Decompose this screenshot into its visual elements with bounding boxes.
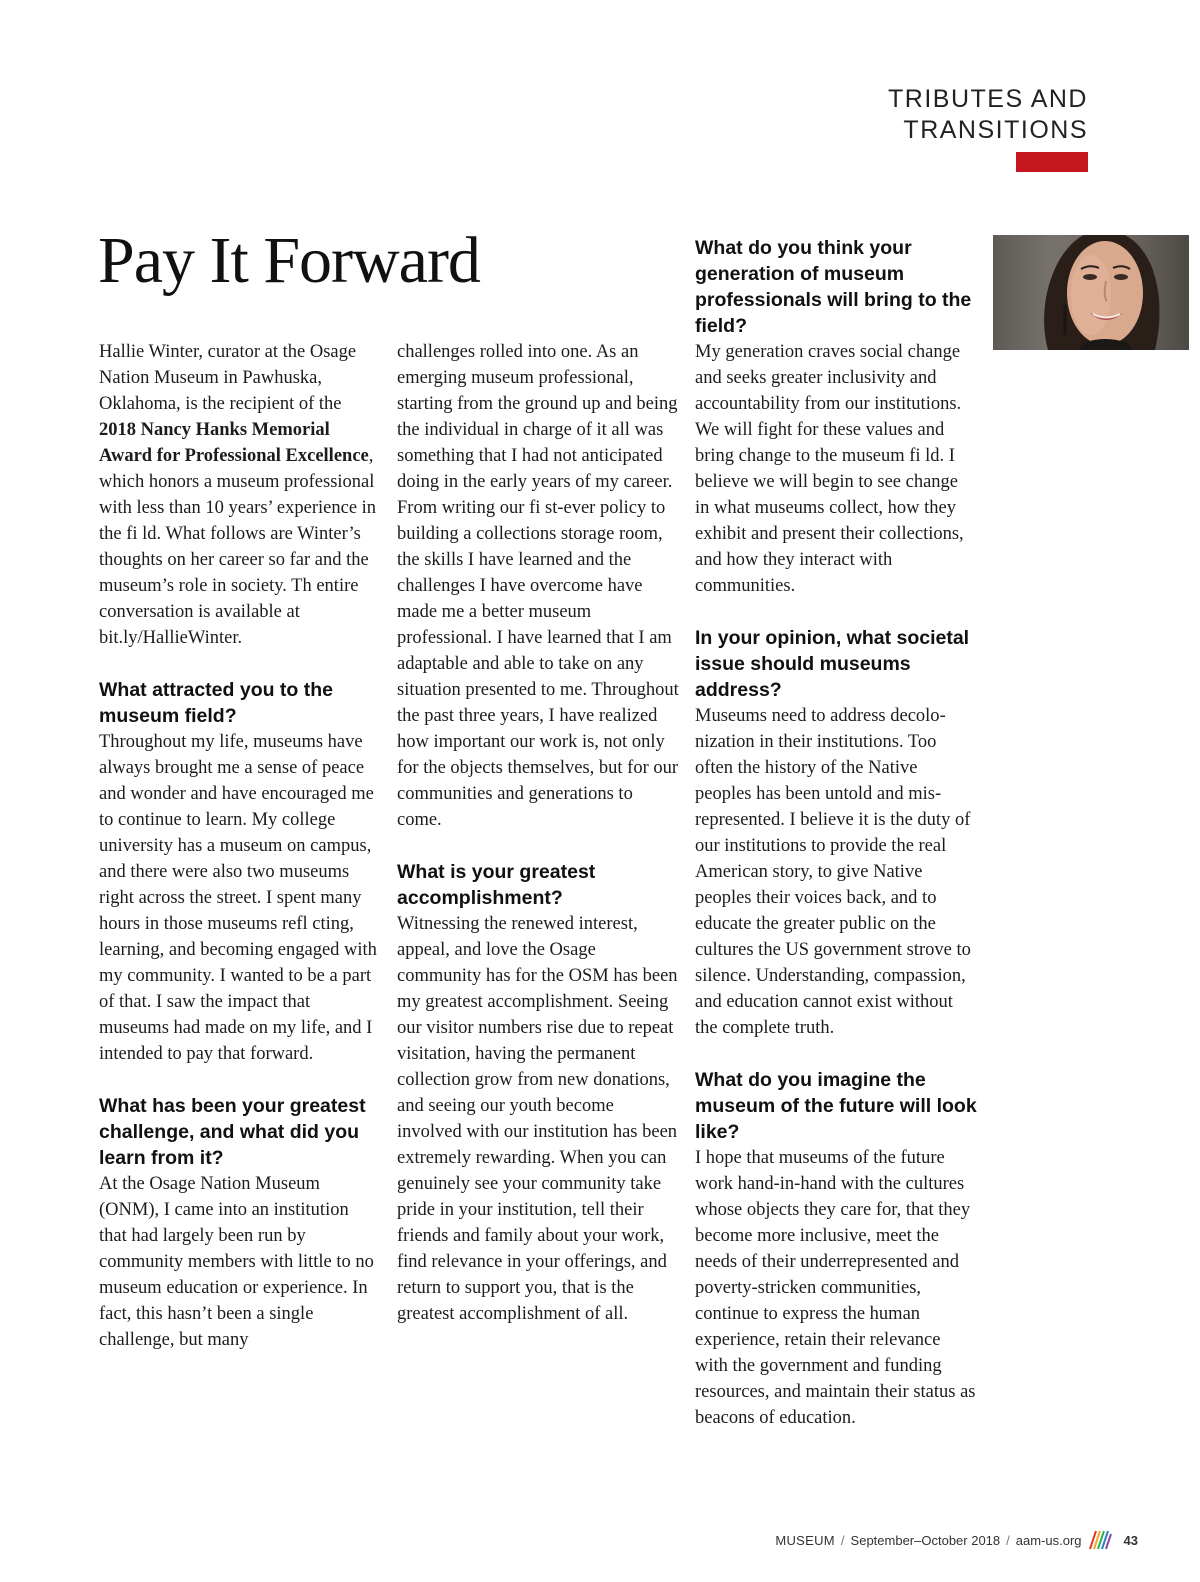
intro-paragraph (99, 339, 381, 651)
section-label-line2: TRANSITIONS (903, 116, 1088, 144)
answer-paragraph: Throughout my life, museums have always brought me a sense of peace and wonder and have encouraged me to continue to learn. My college university has a museum on campus, and there were also two museums right across the street. I spent many hours in those museums refl cting, learning, and becoming engaged with my community. I wanted to be a part of that. I saw the impact that museums had made on my life, and I intended to pay that forward. (99, 732, 377, 1064)
answer-paragraph-continued: challenges rolled into one. As an emerging museum professional, starting from the ground up and being the individual in charge of it all was something that I had not anticipated doing in the early years of my career. From writing our fi st-ever policy to building a collections storage room, the skills I have learned and the challenges I have overcome have made me a better museum professional. I have learned that I am adaptable and able to take on any situation presented to me. Throughout the past three years, I have realized how important our work is, not only for the objects themselves, but for our communities and generations to come. (397, 342, 679, 830)
portrait-illustration (993, 235, 1189, 350)
page-footer (775, 1529, 1138, 1551)
section-label (888, 84, 1088, 146)
answer-paragraph: My generation craves social change and seeks greater inclusivity and accountability from our institutions. We will fight for these values and bring change to the museum fi ld. I believe we will begin to see change in what museums collect, how they exhibit and present their collections, and how they interact with communities. (695, 342, 964, 596)
portrait-photo (993, 235, 1189, 350)
section-label-line1: TRIBUTES AND (888, 85, 1088, 113)
column-1 (99, 339, 381, 1353)
question-heading: What do you imagine the museum of the future will look like? (695, 1069, 977, 1143)
issue-date: September–October 2018 (850, 1532, 1001, 1548)
column-3 (695, 235, 977, 1431)
question-heading: What has been your greatest challenge, and what did you learn from it? (99, 1095, 366, 1169)
answer-paragraph: Museums need to address decolonization in their institutions. Too often the history of the Native peoples has been untold and misrepresented. I believe it is the duty of our institutions to provide the real American story, to give Native peoples their voices back, and to educate the greater public on the cultures the US government strove to silence. Understanding, compassion, and education cannot exist without the complete truth. (695, 706, 971, 1038)
column-2 (397, 339, 679, 1327)
question-heading: In your opinion, what societal issue should museums address? (695, 627, 970, 701)
page-number: 43 (1123, 1532, 1138, 1548)
answer-paragraph: Witnessing the renewed interest, appeal, and love the Osage community has for the OSM has been my greatest accomplishment. Seeing our visitor numbers rise due to repeat visitation, having the permanent collection grow from new donations, and seeing our youth become involved with our institution has been extremely rewarding. When you can genuinely see your community take pride in your institution, tell their friends and family about your work, find relevance in your offerings, and return to support you, that is the greatest accomplishment of all. (397, 914, 678, 1324)
section-accent-bar (1016, 152, 1088, 172)
question-heading: What attracted you to the museum field? (99, 679, 334, 727)
question-heading: What do you think your generation of museum professionals will bring to the field? (695, 237, 972, 337)
website-link[interactable]: aam-us.org (1015, 1532, 1082, 1548)
answer-paragraph: At the Osage Nation Museum (ONM), I came into an institution that had largely been run by community members with little to no museum education or experience. In fact, this hasn’t been a single challenge, but many (99, 1174, 374, 1350)
intro-text-end: , which honors a museum professional with less than 10 years’ experience in the fi ld. What follows are Winter’s thoughts on her career so far and the museum’s role in society. Th entire conversation is available at bit.ly/HallieWinter. (99, 446, 377, 648)
answer-paragraph: I hope that museums of the future work hand-in-hand with the cultures whose objects they care for, that they become more inclusive, meet the needs of their underrepresented and poverty-stricken communities, continue to express the human experience, retain their relevance with the government and funding resources, and maintain their status as beacons of education. (695, 1148, 976, 1428)
intro-text-start: Hallie Winter, curator at the Osage Nation Museum in Pawhuska, Oklahoma, is the recipient of the (99, 342, 357, 414)
footer-separator: / (840, 1532, 845, 1548)
question-heading: What is your greatest accomplishment? (397, 861, 596, 909)
footer-separator: / (1006, 1532, 1010, 1548)
publication-name: MUSEUM (775, 1532, 835, 1548)
aam-logo-icon (1088, 1529, 1112, 1551)
award-name: 2018 Nancy Hanks Memorial Award for Professional Excellence (99, 420, 369, 466)
article-title: Pay It Forward (98, 224, 480, 297)
